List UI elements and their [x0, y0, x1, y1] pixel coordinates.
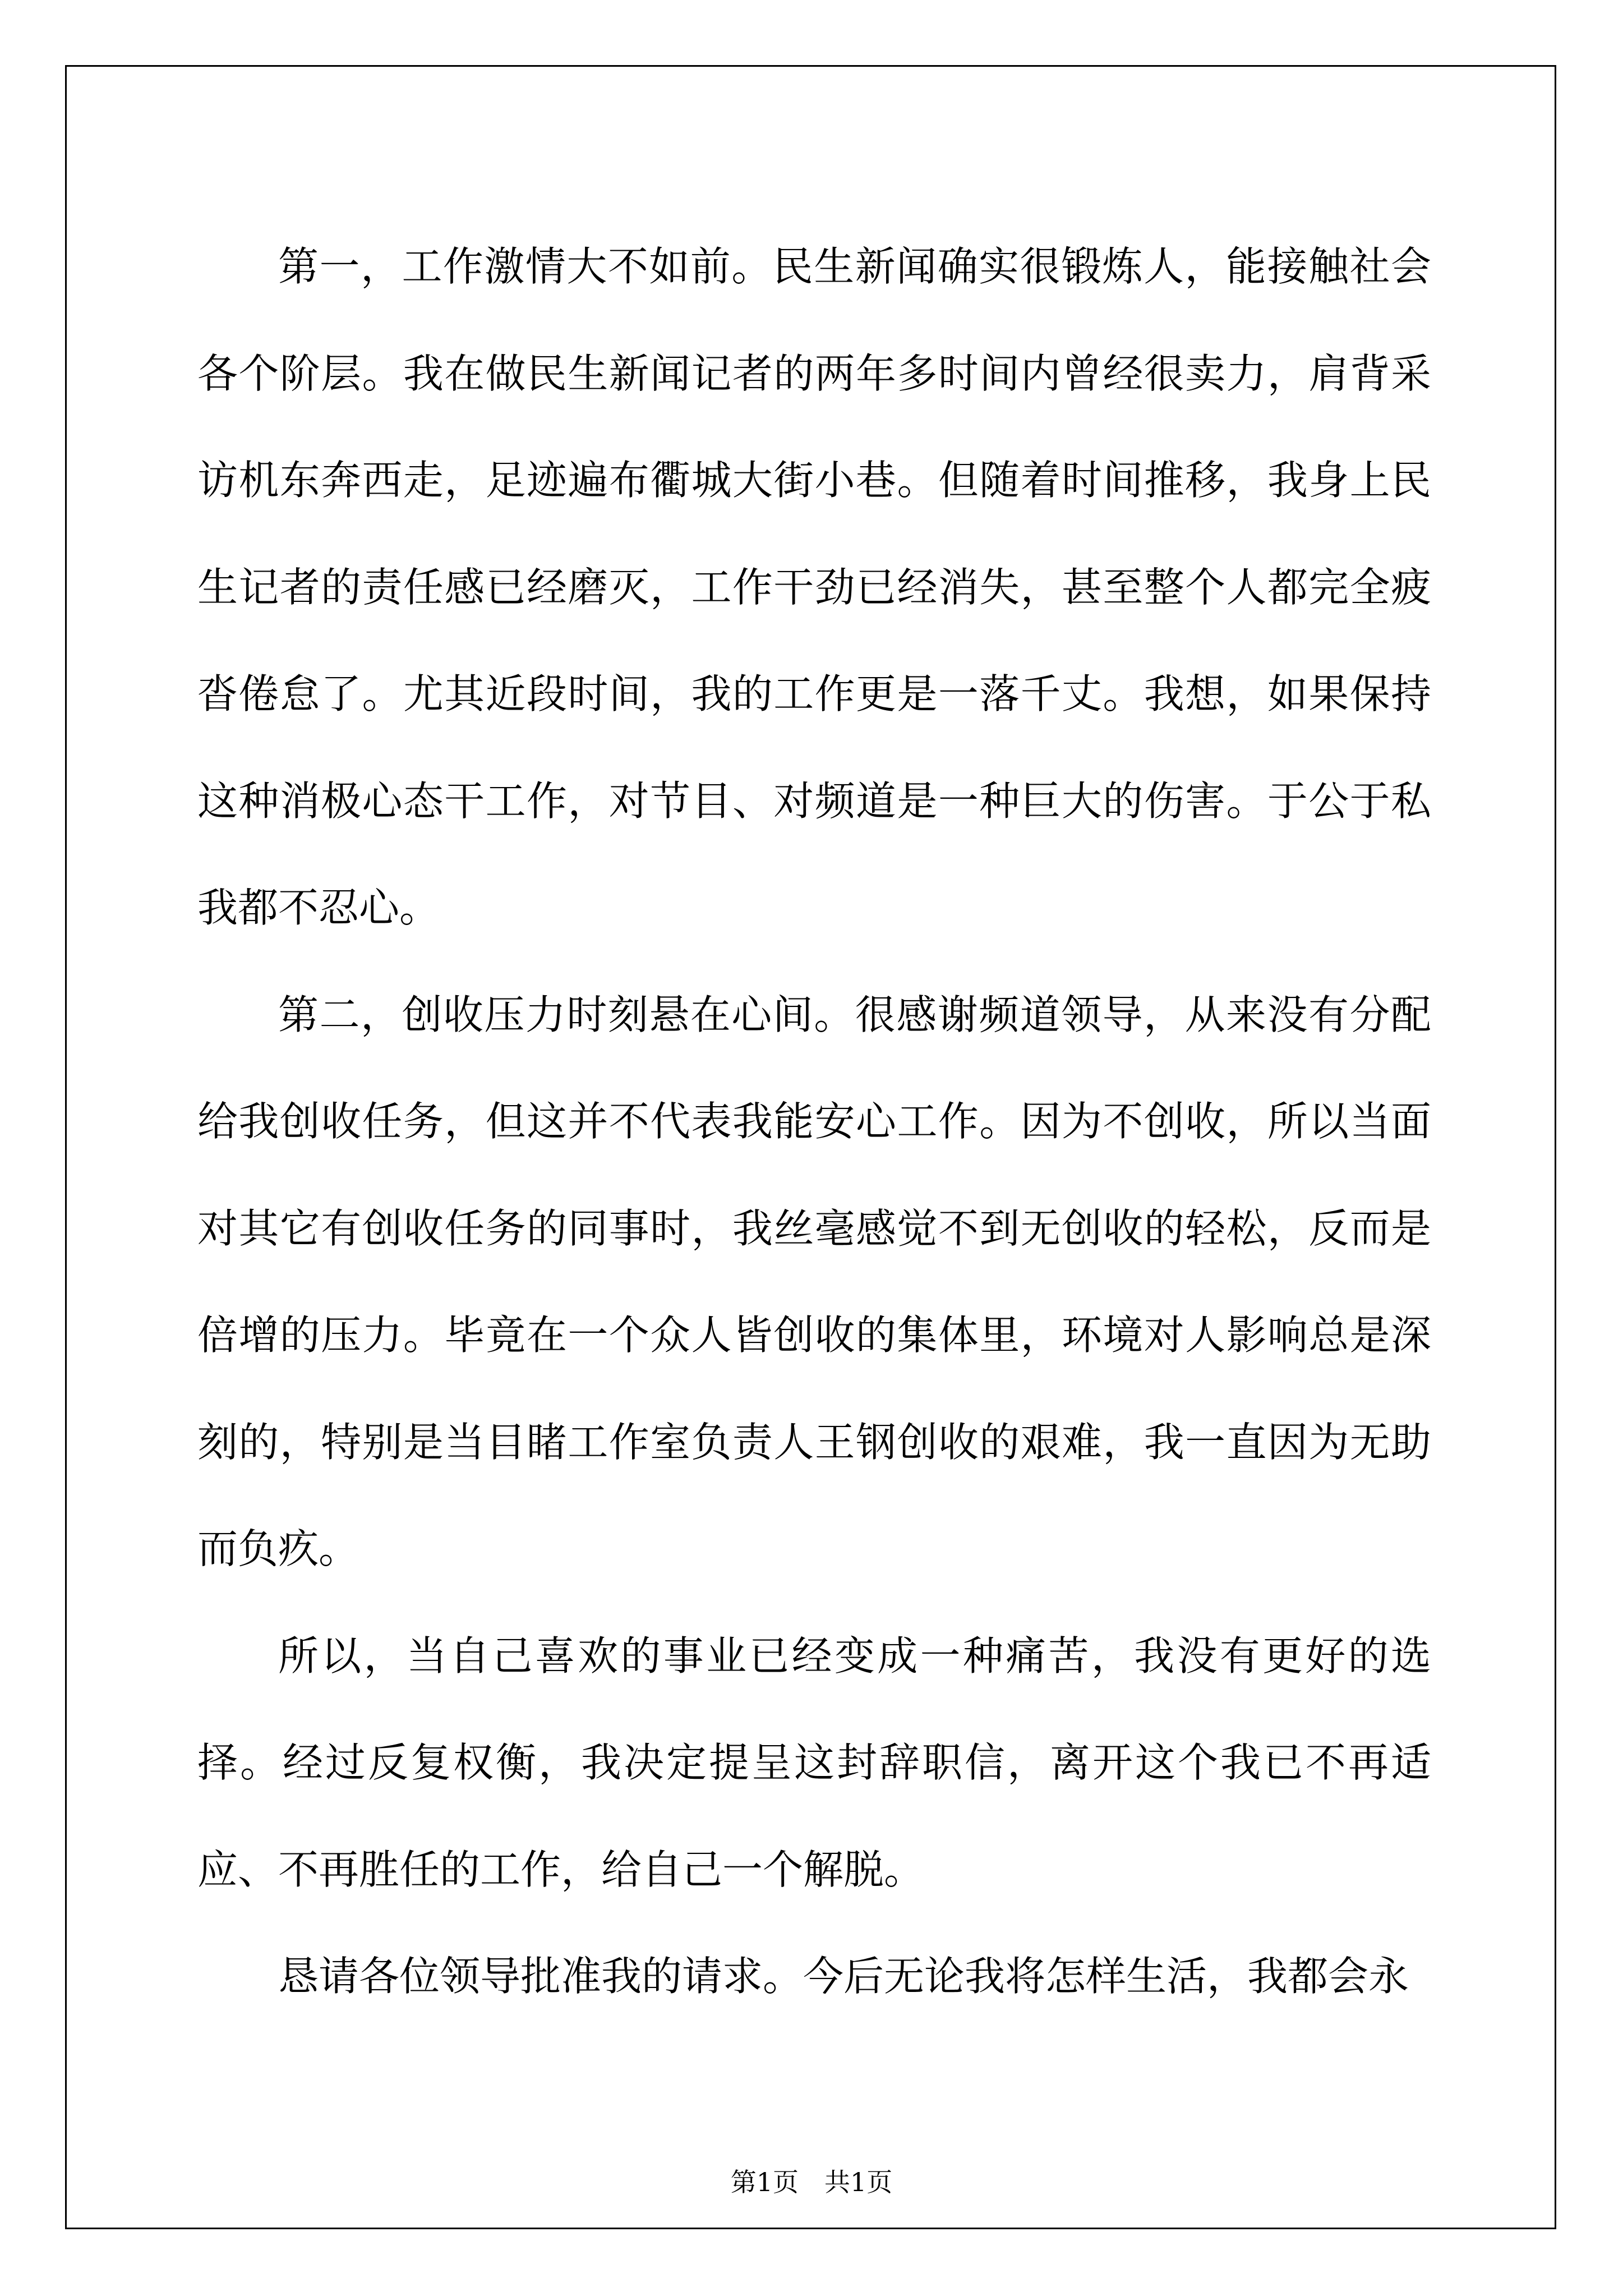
paragraph-3: 所以，当自己喜欢的事业已经变成一种痛苦，我没有更好的选择。经过反复权衡，我决定提呈这封辞职信，离开这个我已不再适应、不再胜任的工作，给自己一个解脱。	[197, 1632, 1431, 1893]
paragraph-4: 恳请各位领导批准我的请求。今后无论我将怎样生活，我都会永	[278, 1953, 1409, 2000]
document-body	[197, 213, 1431, 2030]
paragraph-1: 第一，工作激情大不如前。民生新闻确实很锻炼人，能接触社会各个阶层。我在做民生新闻记者的两年多时间内曾经很卖力，肩背采访机东奔西走，足迹遍布衢城大街小巷。但随着时间推移，我身上民生记者的责任感已经磨灭，工作干劲已经消失，甚至整个人都完全疲沓倦怠了。尤其近段时间，我的工作更是一落千丈。我想，如果保持这种消极心态干工作，对节目、对频道是一种巨大的伤害。于公于私我都不忍心。	[197, 243, 1431, 931]
paragraph-2: 第二，创收压力时刻悬在心间。很感谢频道领导，从来没有分配给我创收任务，但这并不代表我能安心工作。因为不创收，所以当面对其它有创收任务的同事时，我丝毫感觉不到无创收的轻松，反而是倍增的压力。毕竟在一个众人皆创收的集体里，环境对人影响总是深刻的，特别是当目睹工作室负责人王钢创收的艰难，我一直因为无助而负疚。	[197, 991, 1431, 1572]
page-footer: 第1页 共1页	[730, 2167, 893, 2197]
